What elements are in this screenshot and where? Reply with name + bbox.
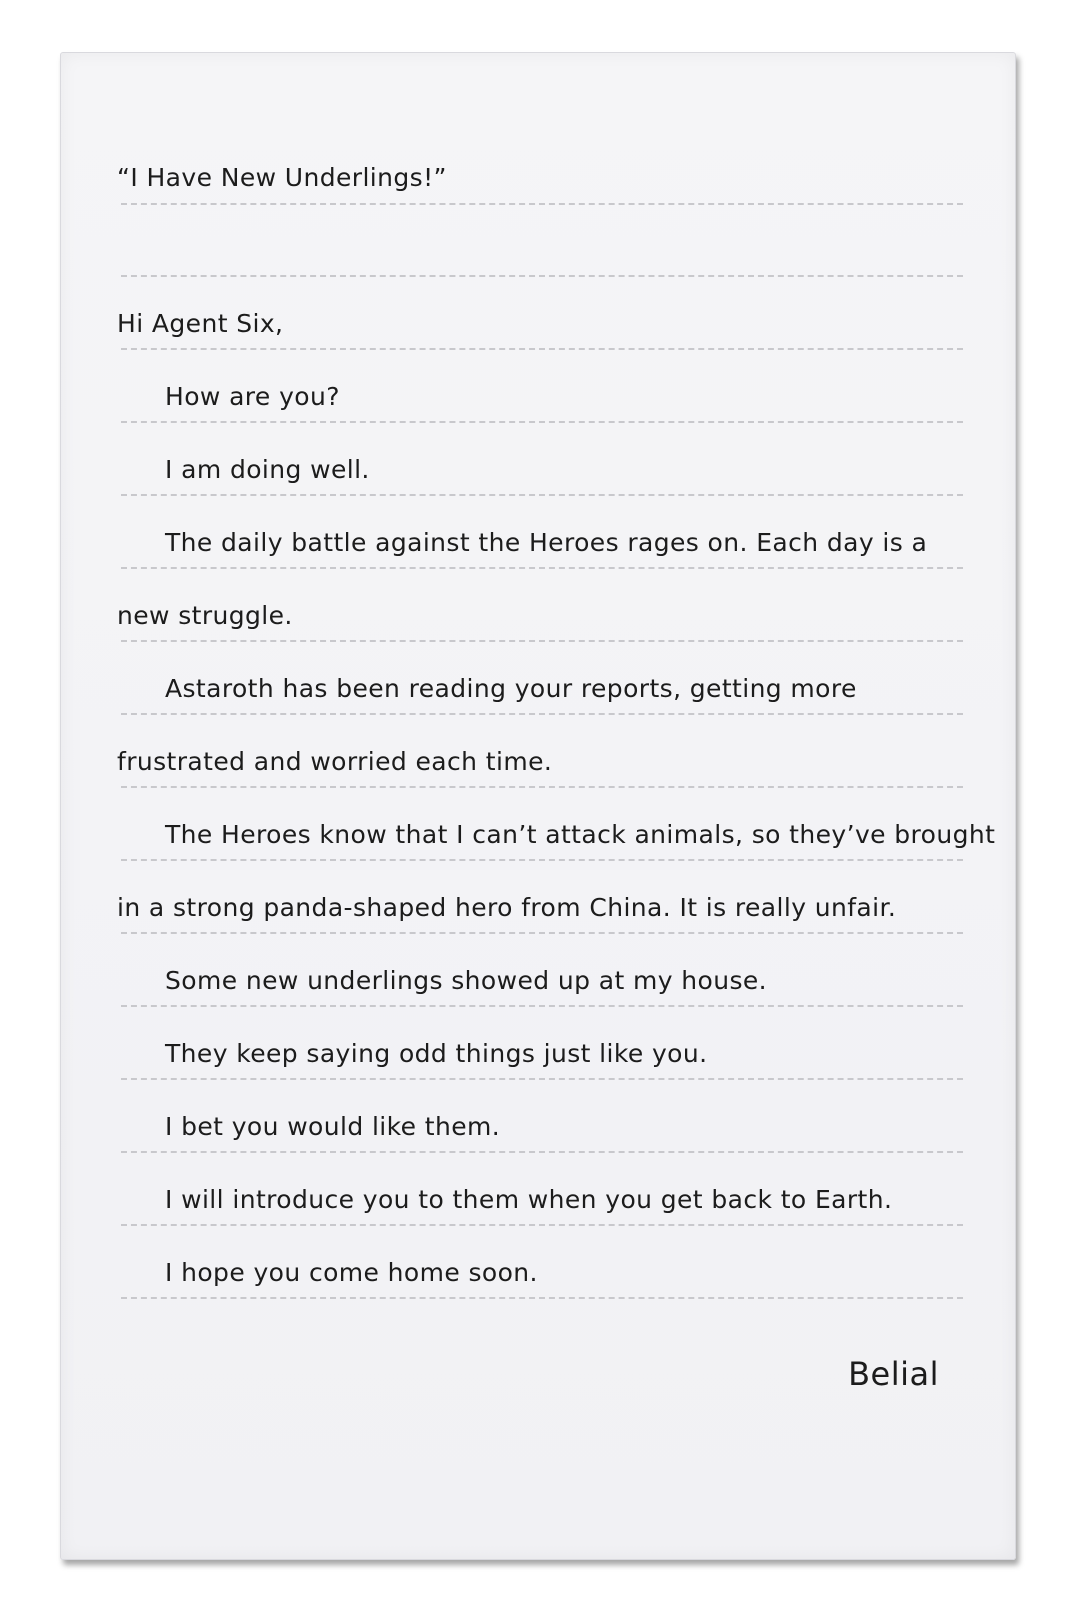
letter-salutation: Hi Agent Six, (117, 309, 284, 338)
letter-title: “I Have New Underlings!” (117, 163, 447, 192)
letter-line: I hope you come home soon. (165, 1258, 538, 1287)
rule-line (121, 1151, 963, 1153)
letter-line: new struggle. (117, 601, 293, 630)
letter-line: I am doing well. (165, 455, 370, 484)
letter-paper (60, 52, 1016, 1560)
rule-line (121, 275, 963, 277)
letter-signature: Belial (848, 1355, 939, 1393)
rule-line (121, 859, 963, 861)
rule-line (121, 1224, 963, 1226)
rule-line (121, 1005, 963, 1007)
rule-line (121, 1078, 963, 1080)
rule-line (121, 421, 963, 423)
letter-line: I bet you would like them. (165, 1112, 501, 1141)
rule-line (121, 932, 963, 934)
letter-line: The daily battle against the Heroes rages on. Each day is a (165, 528, 928, 557)
ruled-lines (121, 53, 963, 1559)
letter-line: frustrated and worried each time. (117, 747, 553, 776)
letter-line: They keep saying odd things just like you. (165, 1039, 708, 1068)
letter-line: Some new underlings showed up at my house. (165, 966, 768, 995)
rule-line (121, 494, 963, 496)
rule-line (121, 786, 963, 788)
letter-line: in a strong panda-shaped hero from China. It is really unfair. (117, 893, 897, 922)
letter-line: The Heroes know that I can’t attack animals, so they’ve brought (165, 820, 996, 849)
letter-line: How are you? (165, 382, 340, 411)
letter-line: Astaroth has been reading your reports, getting more (165, 674, 857, 703)
rule-line (121, 567, 963, 569)
rule-line (121, 203, 963, 205)
letter-line: I will introduce you to them when you get back to Earth. (165, 1185, 893, 1214)
rule-line (121, 1297, 963, 1299)
rule-line (121, 348, 963, 350)
rule-line (121, 713, 963, 715)
rule-line (121, 640, 963, 642)
